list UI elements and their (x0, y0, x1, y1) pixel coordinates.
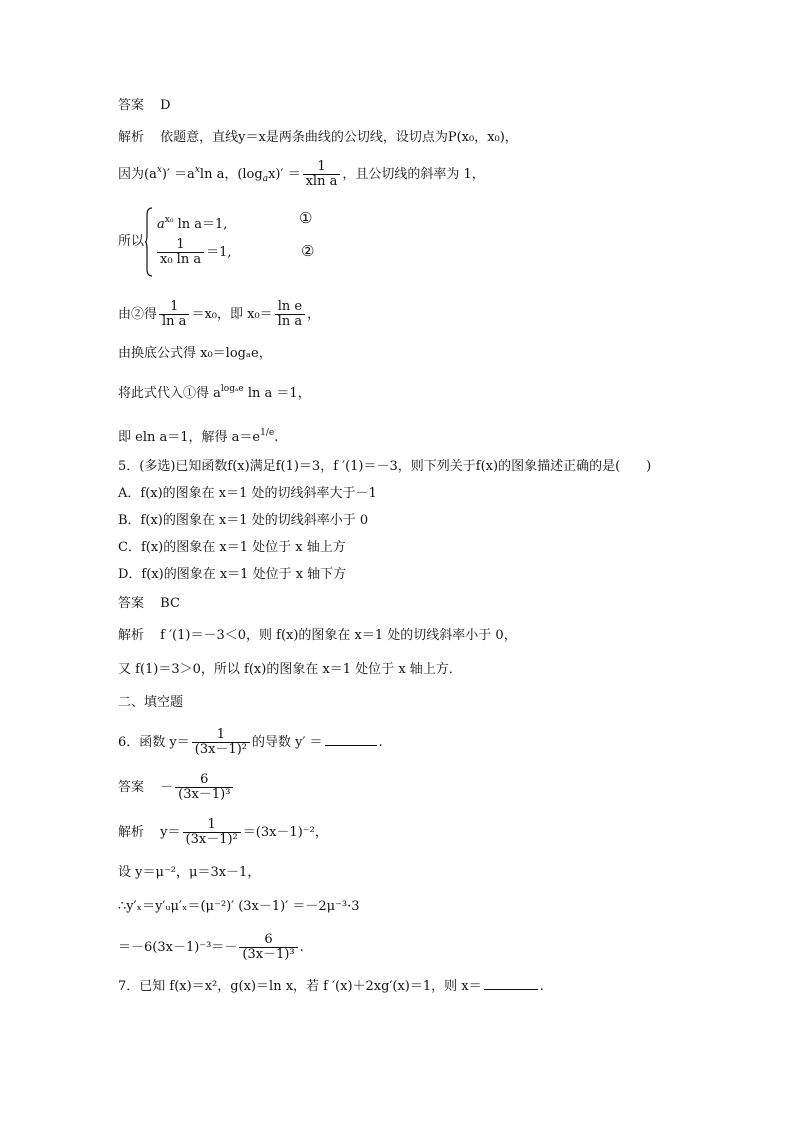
q4-l4-frac2-den: ln a (275, 314, 305, 329)
q4-l2-part-d: x)′ ＝ (268, 167, 301, 182)
q6-analysis-line-1 (118, 818, 328, 847)
q4-l2-fraction (303, 160, 341, 189)
q4-l4-fraction-2 (275, 300, 305, 329)
q4-l6-exponent: logₐe (220, 384, 244, 394)
q6-s4-fraction (239, 933, 297, 962)
q6-stem-frac-den: (3x－1)² (192, 742, 250, 757)
q4-answer-line (118, 97, 171, 115)
q4-l4-fraction-1 (159, 300, 189, 329)
q6-s1-frac-den: (3x－1)² (183, 832, 241, 847)
q4-system-eq-1 (157, 211, 227, 234)
q5-answer-value: BC (160, 596, 180, 611)
q4-l2-part-c: ln a，(log (199, 167, 263, 182)
q4-sys1-base: a (157, 217, 165, 232)
q6-s4-part-b: . (299, 940, 304, 955)
q4-l2-frac-num: 1 (317, 159, 326, 174)
q6-s4-part-a: ＝－6(3x－1)⁻³＝－ (118, 940, 238, 955)
q4-analysis-line-1 (118, 129, 518, 147)
q6-s1-fraction (183, 818, 241, 847)
left-brace-icon (145, 207, 153, 277)
q4-l4-part-c: ， (307, 307, 321, 322)
q4-analysis-line-5: 由换底公式得 x₀＝logₐe， (118, 346, 272, 361)
analysis-label: 解析 (118, 628, 145, 643)
q4-sys2-frac-num: 1 (176, 237, 185, 252)
q6-answer-fraction (175, 773, 233, 802)
q4-sys2-frac-den: x₀ ln a (157, 252, 204, 267)
q6-s1-part-b: ＝(3x－1)⁻²， (242, 825, 328, 840)
q4-l2-part-a: 因为(a (118, 167, 157, 182)
answer-label: 答案 (118, 780, 145, 795)
q4-l4-frac1-den: ln a (159, 314, 189, 329)
q6-answer-frac-num: 6 (200, 772, 209, 787)
q5-option-a: A．f(x)的图象在 x＝1 处的切线斜率大于－1 (118, 486, 377, 501)
q6-stem-part-c: . (378, 735, 383, 750)
q4-l2-exp-x2: x (194, 165, 200, 175)
analysis-label: 解析 (118, 130, 145, 145)
q6-answer-blank[interactable] (325, 733, 377, 746)
q5-analysis-text-1: f ′(1)＝－3＜0，则 f(x)的图象在 x＝1 处的切线斜率小于 0， (160, 628, 517, 643)
q4-l2-frac-den: xln a (303, 174, 341, 189)
q4-analysis-line-4 (118, 300, 320, 329)
circled-one-marker: ① (299, 209, 313, 227)
q6-s4-frac-num: 6 (264, 932, 273, 947)
q6-answer-line (118, 773, 235, 802)
q4-l2-exp-x: x (156, 165, 162, 175)
q4-sys1-text: ln a＝1, (177, 217, 228, 232)
q6-answer-frac-den: (3x－1)³ (175, 787, 233, 802)
q4-answer-value: D (160, 98, 171, 113)
q5-option-c: C．f(x)的图象在 x＝1 处位于 x 轴上方 (118, 540, 346, 555)
q5-analysis-line-1 (118, 627, 517, 645)
q5-stem: 5．(多选)已知函数f(x)满足f(1)＝3，f ′(1)＝－3，则下列关于f(x)的图象描述正确的是( ) (118, 459, 652, 474)
q6-stem-frac-num: 1 (216, 727, 225, 742)
q4-l4-part-a: 由②得 (118, 307, 158, 322)
analysis-label: 解析 (118, 825, 145, 840)
q6-s4-frac-den: (3x－1)³ (239, 947, 297, 962)
q4-l2-part-b: )′ ＝a (161, 167, 195, 182)
q4-analysis-line-7 (118, 424, 278, 447)
q4-system-eq-2 (155, 238, 232, 267)
q6-analysis-line-4 (118, 933, 304, 962)
q6-analysis-line-2: 设 y＝μ⁻²，μ＝3x－1， (118, 865, 261, 880)
q7-answer-blank[interactable] (484, 977, 538, 990)
q4-sys2-tail: ＝1, (206, 245, 232, 260)
q4-l2-part-e: ，且公切线的斜率为 1， (342, 167, 485, 182)
q4-analysis-line-6 (118, 380, 311, 403)
q4-l7-exponent: 1/e (260, 428, 275, 438)
q5-option-b: B．f(x)的图象在 x＝1 处的切线斜率小于 0 (118, 513, 369, 528)
q4-l7-part-b: . (274, 430, 279, 445)
circled-two-marker: ② (301, 242, 315, 260)
q6-s1-part-a: y＝ (160, 825, 181, 840)
q5-analysis-line-2: 又 f(1)＝3＞0，所以 f(x)的图象在 x＝1 处位于 x 轴上方． (118, 662, 462, 677)
q6-s1-frac-num: 1 (207, 817, 216, 832)
q4-l7-part-a: 即 eln a＝1，解得 a＝e (118, 430, 261, 445)
q5-answer-line (118, 595, 180, 613)
q7-stem-part-b: . (539, 979, 544, 994)
q4-l6-part-a: 将此式代入①得 a (118, 386, 221, 401)
q6-analysis-line-3: ∴y′ₓ＝y′ᵤμ′ₓ＝(μ⁻²)′ (3x－1)′ ＝－2μ⁻³·3 (118, 899, 360, 914)
q6-stem-fraction (192, 728, 250, 757)
q7-stem-part-a: 7．已知 f(x)＝x²，g(x)＝ln x，若 f ′(x)＋2xg′(x)＝1，则 x＝ (118, 979, 482, 994)
q4-l4-frac2-num: ln e (277, 299, 303, 314)
q6-stem (118, 728, 383, 757)
q6-stem-part-a: 6．函数 y＝ (118, 735, 190, 750)
q4-sys2-fraction (157, 238, 204, 267)
q4-analysis-line-2 (118, 160, 485, 189)
q4-l6-part-b: ln a ＝1， (243, 386, 311, 401)
q4-system-label: 所以 (118, 234, 145, 249)
q4-l4-frac1-num: 1 (170, 299, 179, 314)
answer-label: 答案 (118, 596, 145, 611)
answer-label: 答案 (118, 98, 145, 113)
q7-stem (118, 977, 544, 996)
q4-analysis-text-1: 依题意，直线y＝x是两条曲线的公切线，设切点为P(x₀，x₀)， (160, 130, 518, 145)
q4-l2-sub-a: a (262, 174, 269, 184)
q6-stem-part-b: 的导数 y′ ＝ (251, 735, 323, 750)
q5-option-d: D．f(x)的图象在 x＝1 处位于 x 轴下方 (118, 567, 347, 582)
section-heading: 二、填空题 (118, 695, 184, 710)
q6-answer-sign: － (160, 780, 174, 795)
q4-sys1-exp: x₀ (164, 215, 174, 225)
q4-l4-part-b: ＝x₀，即 x₀＝ (191, 307, 273, 322)
